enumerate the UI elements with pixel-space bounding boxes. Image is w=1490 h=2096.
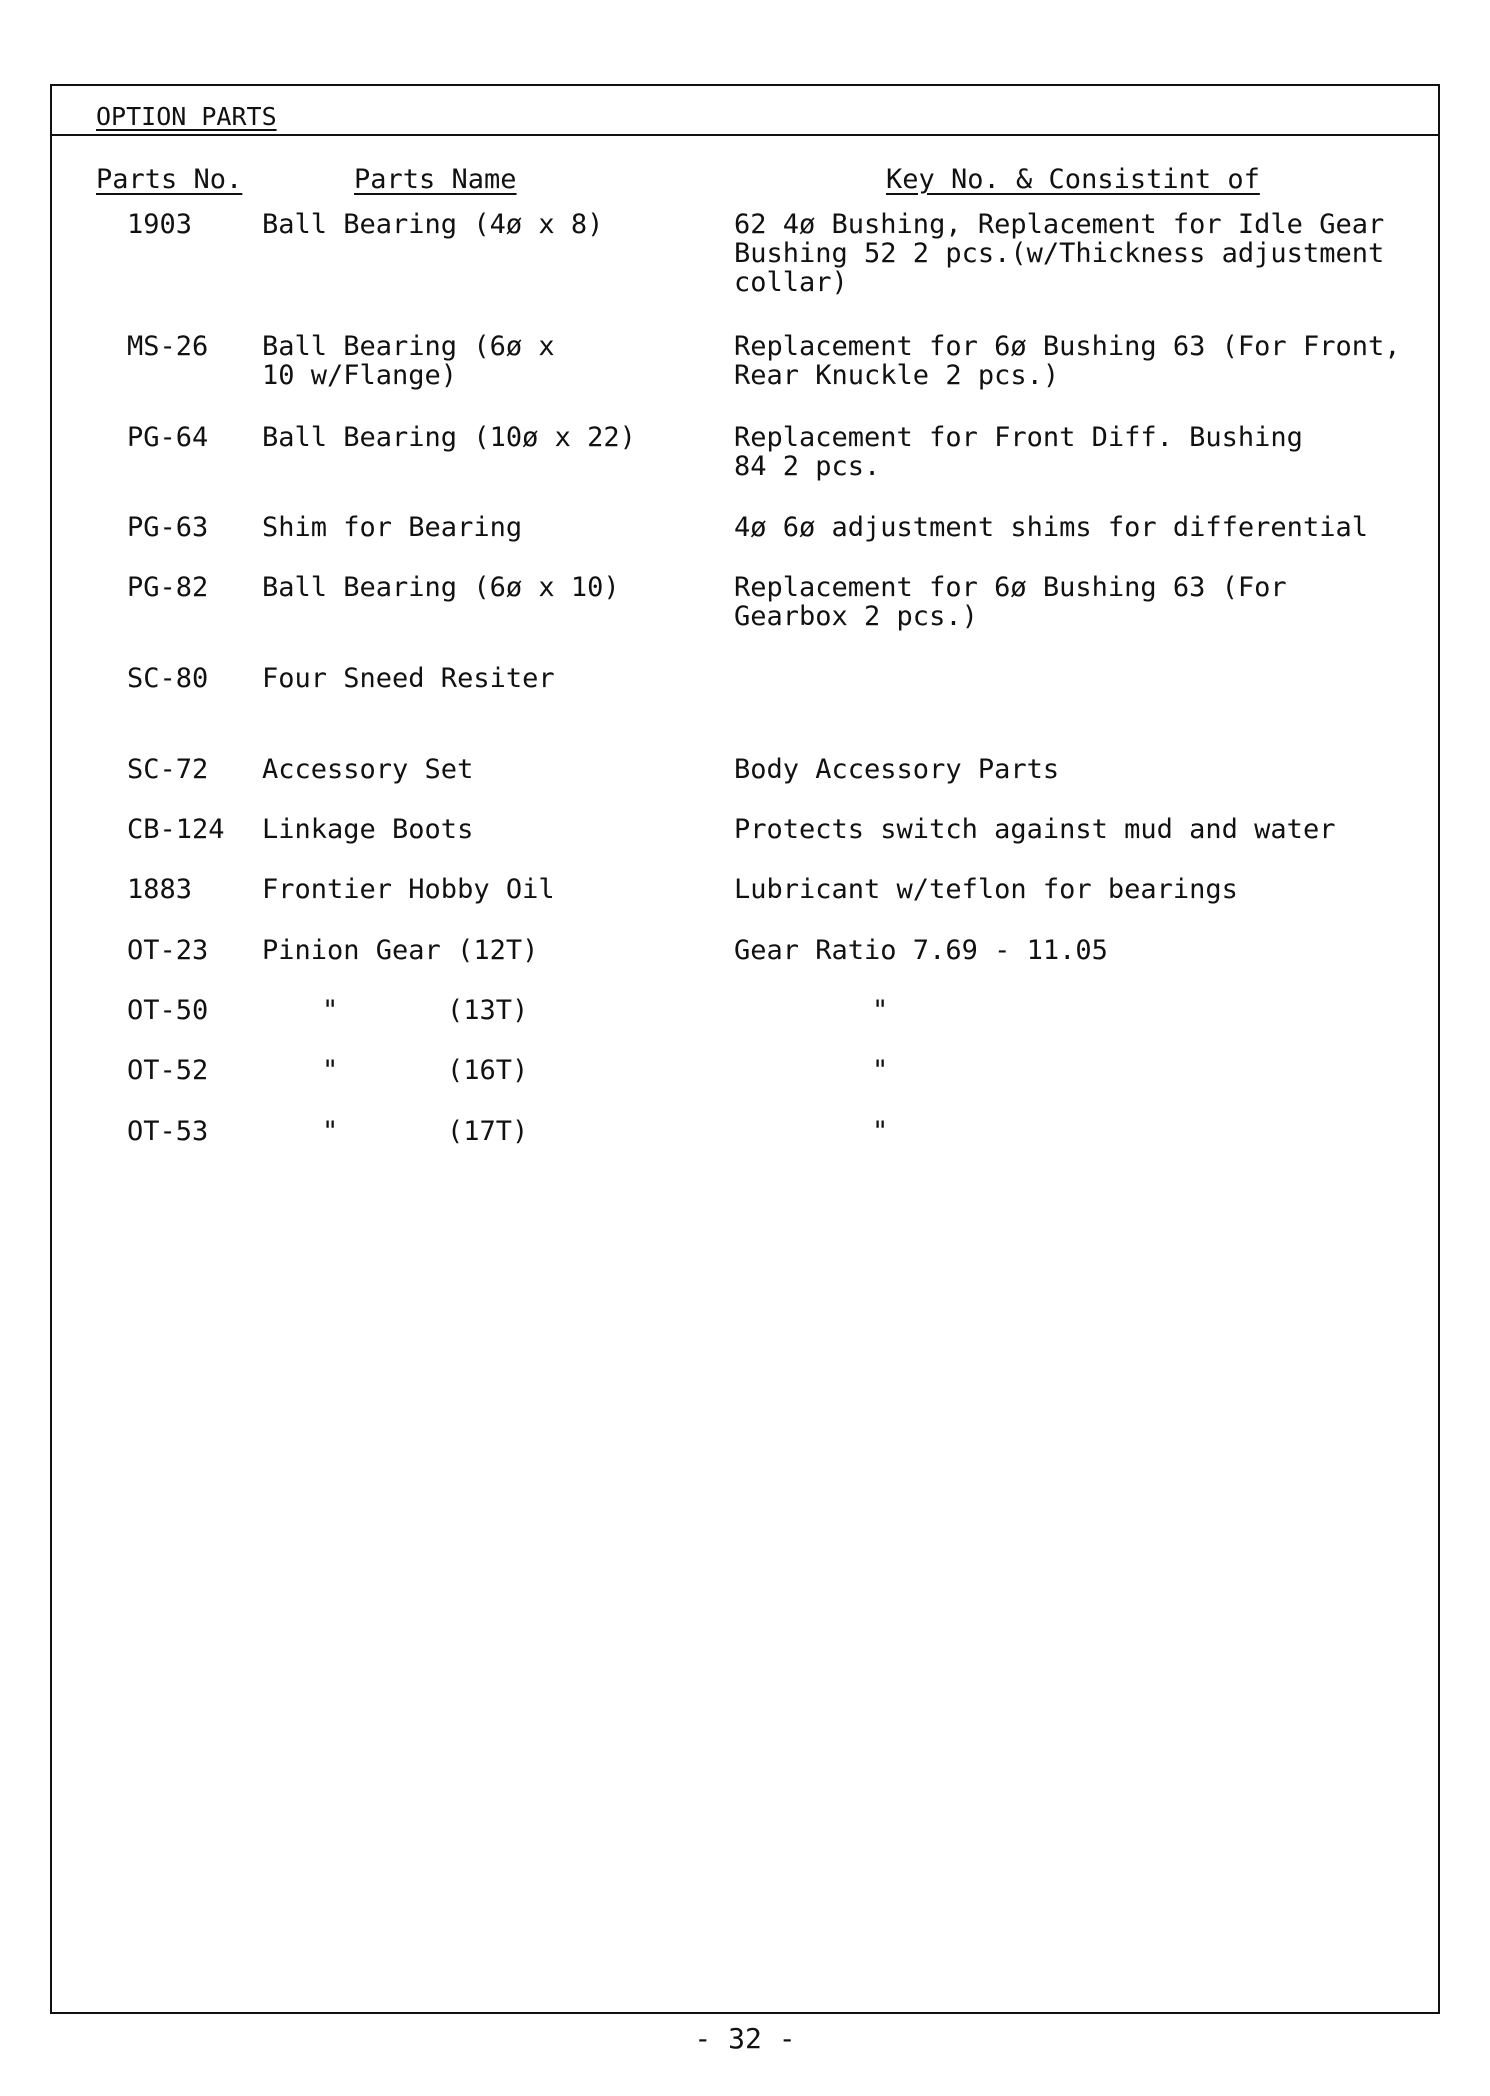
part-name: Linkage Boots	[262, 814, 474, 845]
part-description: Protects switch against mud and water	[734, 814, 1336, 845]
part-name: Ball Bearing (6ø x 10)	[262, 572, 620, 603]
column-header-key-no: Key No. & Consistint of	[886, 164, 1260, 195]
part-name: Ball Bearing (10ø x 22)	[262, 422, 636, 453]
part-description: Replacement for Front Diff. Bushing 84 2 pcs.	[734, 422, 1303, 482]
part-number: 1903	[127, 209, 193, 240]
ditto-mark: "	[872, 1055, 889, 1086]
part-name: Accessory Set	[262, 754, 474, 785]
part-name: Ball Bearing (4ø x 8)	[262, 209, 604, 240]
part-number: OT-23	[127, 935, 209, 966]
part-number: PG-63	[127, 512, 209, 543]
ditto-mark: "	[872, 1116, 889, 1147]
part-name-size: (16T)	[447, 1055, 529, 1086]
part-number: OT-52	[127, 1055, 209, 1086]
ditto-mark: "	[322, 1055, 339, 1086]
part-name-size: (13T)	[447, 995, 529, 1026]
column-header-parts-no: Parts No.	[96, 164, 243, 195]
part-name: Ball Bearing (6ø x 10 w/Flange)	[262, 331, 555, 391]
part-name: Pinion Gear (12T)	[262, 935, 539, 966]
part-name: Frontier Hobby Oil	[262, 874, 555, 905]
part-name-size: (17T)	[447, 1116, 529, 1147]
part-description: Lubricant w/teflon for bearings	[734, 874, 1238, 905]
part-number: CB-124	[127, 814, 225, 845]
part-description: 4ø 6ø adjustment shims for differential	[734, 512, 1368, 543]
ditto-mark: "	[322, 1116, 339, 1147]
part-number: PG-82	[127, 572, 209, 603]
part-number: OT-53	[127, 1116, 209, 1147]
part-number: OT-50	[127, 995, 209, 1026]
ditto-mark: "	[872, 995, 889, 1026]
page-frame	[50, 84, 1440, 2014]
page-number: - 32 -	[694, 2022, 796, 2055]
part-number: 1883	[127, 874, 193, 905]
part-description: Replacement for 6ø Bushing 63 (For Front, Rear Knuckle 2 pcs.)	[734, 331, 1401, 391]
part-description: Body Accessory Parts	[734, 754, 1060, 785]
ditto-mark: "	[322, 995, 339, 1026]
part-number: SC-72	[127, 754, 209, 785]
part-name: Shim for Bearing	[262, 512, 523, 543]
part-number: SC-80	[127, 663, 209, 694]
section-header	[52, 86, 1438, 136]
column-header-parts-name: Parts Name	[354, 164, 517, 195]
part-description: Replacement for 6ø Bushing 63 (For Gearbox 2 pcs.)	[734, 572, 1287, 632]
part-description: 62 4ø Bushing, Replacement for Idle Gear Bushing 52 2 pcs.(w/Thickness adjustment collar)	[734, 209, 1385, 298]
part-number: MS-26	[127, 331, 209, 362]
part-description: Gear Ratio 7.69 - 11.05	[734, 935, 1108, 966]
part-name: Four Sneed Resiter	[262, 663, 555, 694]
section-title: OPTION PARTS	[96, 102, 277, 131]
part-number: PG-64	[127, 422, 209, 453]
